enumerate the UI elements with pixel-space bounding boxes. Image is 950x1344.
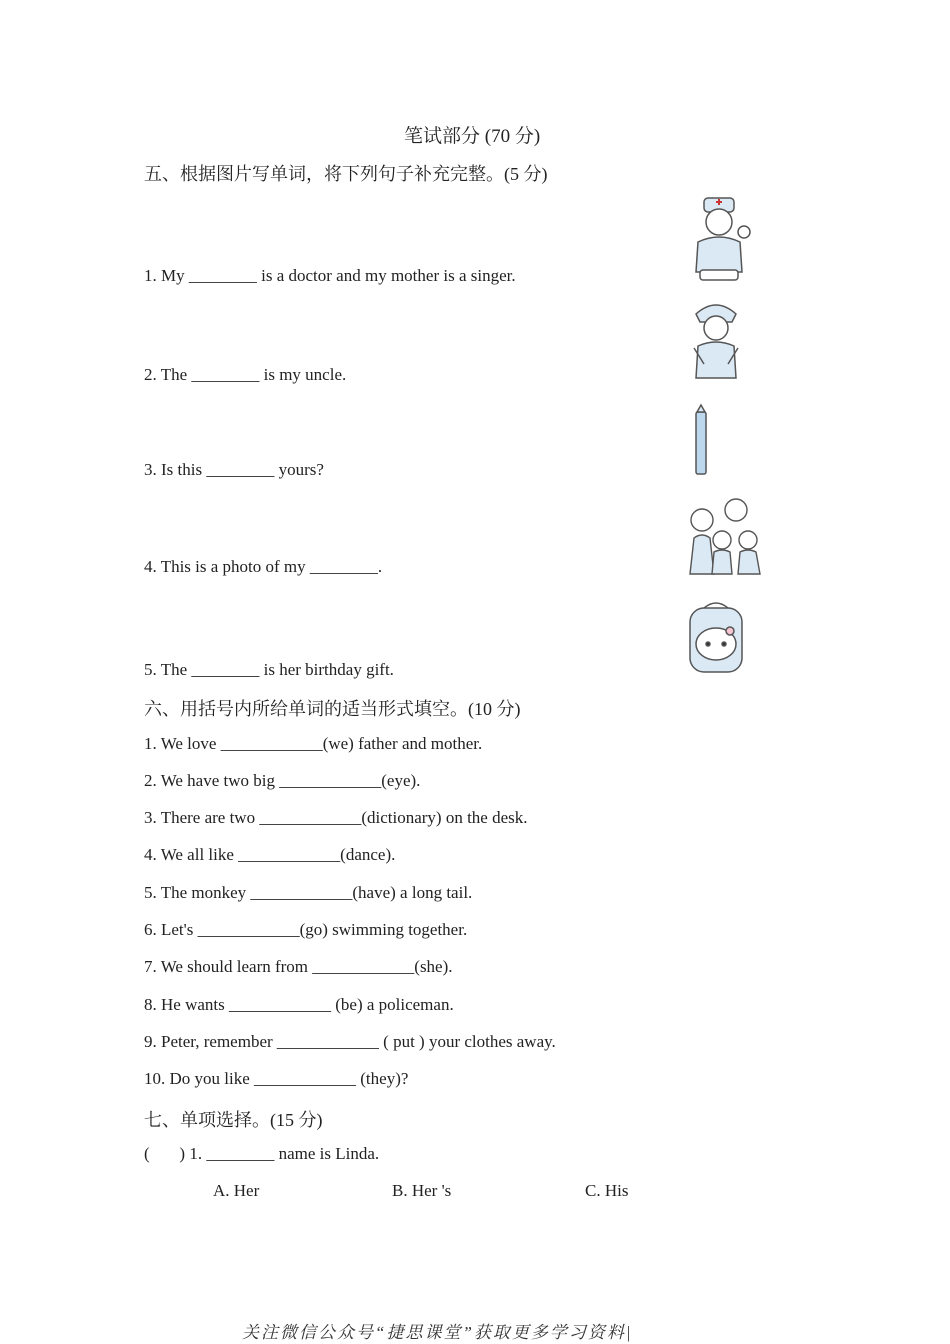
section-7-question-1: ( ) 1. ________ name is Linda. (144, 1144, 380, 1163)
section-5-item-1: 1. My ________ is a doctor and my mother is a singer. (144, 266, 516, 285)
option-a: A. Her (213, 1181, 260, 1200)
schoolbag-icon (686, 598, 746, 676)
section-5-item-4: 4. This is a photo of my ________. (144, 557, 383, 576)
option-b: B. Her 's (392, 1181, 452, 1200)
section-6-item-1: 1. We love ____________(we) father and mother. (144, 734, 483, 753)
section-6-item-10: 10. Do you like ____________ (they)? (144, 1069, 409, 1088)
section-5-heading: 五、根据图片写单词，将下列句子补充完整。(5 分) (144, 164, 548, 184)
section-6-item-6: 6. Let's ____________(go) swimming together. (144, 920, 468, 939)
section-6-item-8: 8. He wants ____________ (be) a policeman. (144, 995, 454, 1014)
opera-singer-icon (688, 298, 744, 382)
section-6-item-2: 2. We have two big ____________(eye). (144, 771, 421, 790)
section-6-item-4: 4. We all like ____________(dance). (144, 845, 396, 864)
section-6-item-5: 5. The monkey ____________(have) a long tail. (144, 883, 473, 902)
section-6-item-7: 7. We should learn from ____________(she). (144, 957, 453, 976)
section-6-heading: 六、用括号内所给单词的适当形式填空。(10 分) (144, 699, 521, 719)
section-5-item-2: 2. The ________ is my uncle. (144, 365, 347, 384)
section-7-heading: 七、单项选择。(15 分) (144, 1110, 323, 1130)
family-icon (686, 496, 766, 576)
section-5-item-3: 3. Is this ________ yours? (144, 460, 324, 479)
section-5-item-5: 5. The ________ is her birthday gift. (144, 660, 394, 679)
section-6-item-9: 9. Peter, remember ____________ ( put ) your clothes away. (144, 1032, 556, 1051)
crayon-icon (694, 404, 708, 476)
section-6-item-3: 3. There are two ____________(dictionary) on the desk. (144, 808, 528, 827)
option-c: C. His (585, 1181, 629, 1200)
footer-note: 关注微信公众号“捷思课堂”获取更多学习资料| (242, 1323, 633, 1342)
page-title: 笔试部分 (70 分) (404, 126, 541, 147)
doctor-icon (686, 196, 756, 282)
